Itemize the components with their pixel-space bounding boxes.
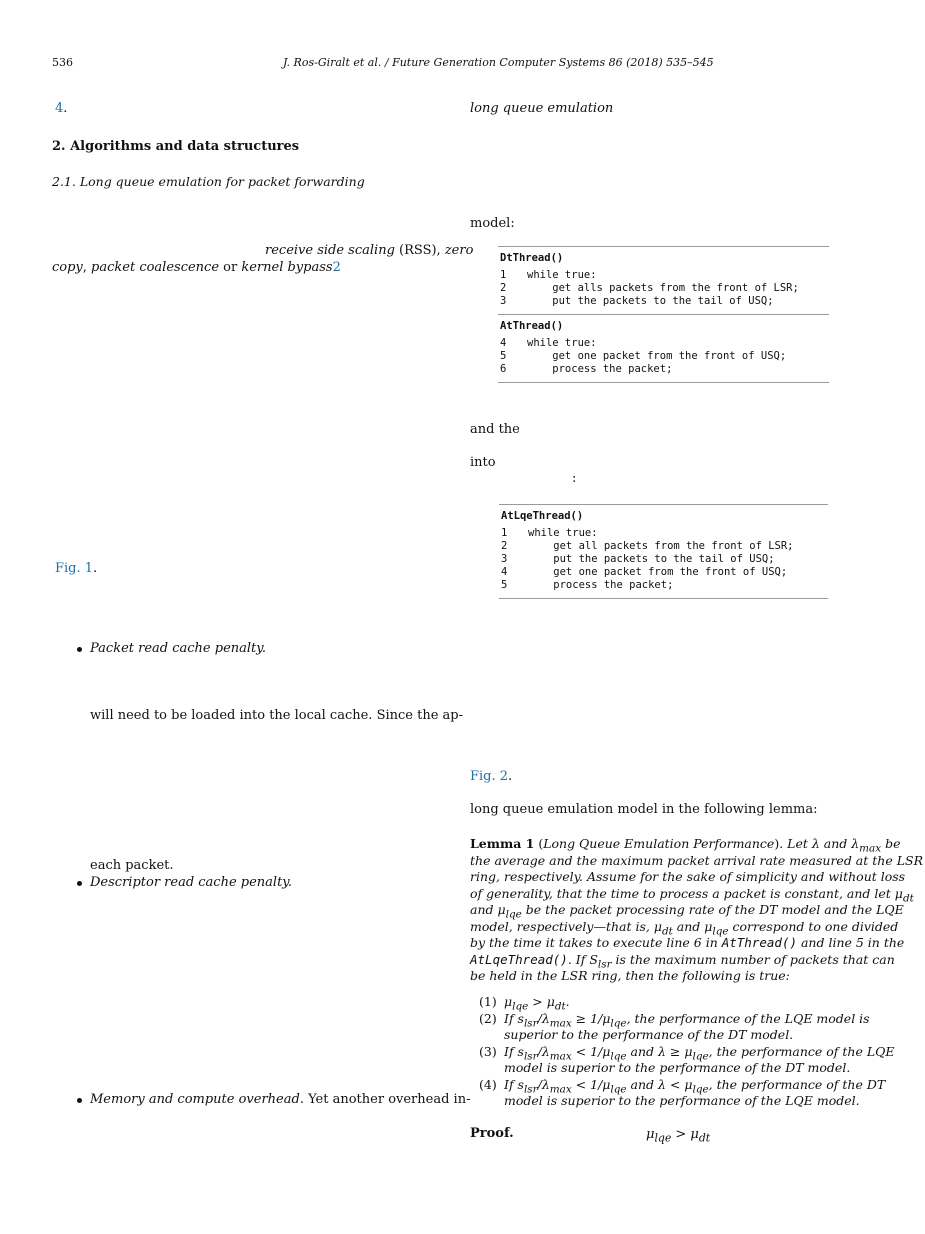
lemma-line: the average and the maximum packet arrival rate measured at the LSR <box>470 852 923 868</box>
text-segment: packet coalescence <box>91 260 220 275</box>
lemma-line: and $\mu_{lqe}$ be the packet processing rate of the DT model and the LQE <box>470 902 904 921</box>
lemma-line: by the time it takes to execute line 6 in AtThread() and line 5 in the <box>470 935 905 950</box>
each-packet-line: each packet. <box>90 858 174 873</box>
code-text: get all packets from the front of LSR; <box>528 540 794 552</box>
enum-number: (4) <box>479 1076 497 1092</box>
code-line <box>500 337 827 350</box>
code-listing-dt <box>498 246 829 383</box>
text-segment: , <box>82 260 92 275</box>
code-text: put the packets to the tail of USQ; <box>528 553 775 565</box>
enum-text: If $s_{lsr}/\lambda_{max} \ge 1/\mu_{lqe}$, the performance of the LQE model is <box>504 1010 870 1029</box>
code-line-number: 4 <box>500 337 507 349</box>
code-line <box>500 363 827 376</box>
code-line-number: 5 <box>500 350 507 362</box>
code-line-number: 4 <box>501 566 508 578</box>
bullet-packet-read: Packet read cache penalty. <box>90 641 267 656</box>
lemma-name: (Long Queue Emulation Performance) <box>534 836 780 851</box>
lemma-line: of generality, that the time to process a packet is constant, and let $\mu_{dt}$ <box>470 885 914 904</box>
code-line <box>501 527 826 540</box>
code-line <box>501 579 826 592</box>
fig2-reference <box>470 769 512 786</box>
lemma-line: ring, respectively. Assume for the sake of simplicity and without loss <box>470 869 906 884</box>
local-cache-line: will need to be loaded into the local cache. Since the ap- <box>90 708 463 723</box>
copy-line <box>52 260 341 277</box>
text-segment: kernel bypass <box>241 260 333 275</box>
bullet-memory-overhead <box>90 1092 470 1109</box>
code-text: get one packet from the front of USQ; <box>528 566 788 578</box>
code-text: process the packet; <box>528 579 674 591</box>
code-text: get alls packets from the front of LSR; <box>527 282 799 294</box>
bullet-memory-title: Memory and compute overhead. <box>90 1092 304 1107</box>
lemma-enumeration <box>470 994 895 1112</box>
section-title: 2. Algorithms and data structures <box>52 139 300 154</box>
fig2-link[interactable]: Fig. 2 <box>470 769 509 784</box>
code-line-number: 1 <box>500 269 507 281</box>
enum-number: (2) <box>479 1010 497 1026</box>
fig1-link[interactable]: Fig. 1 <box>55 561 94 576</box>
code-line-number: 5 <box>501 579 508 591</box>
lemma-line: AtLqeThread(). If $S_{lsr}$ is the maximum number of packets that can <box>470 951 895 970</box>
lemma-label: Lemma 1 <box>470 836 535 851</box>
fig1-punct: . <box>93 561 98 576</box>
enum-text: If $s_{lsr}/\lambda_{max} < 1/\mu_{lqe}$ and $\lambda < \mu_{lqe}$, the performance of the DT <box>504 1076 886 1095</box>
bullet-dot <box>77 881 82 886</box>
copy-line-text <box>52 260 333 275</box>
lemma-intro: long queue emulation model in the following lemma: <box>470 802 818 817</box>
lemma-1 <box>470 836 923 986</box>
text-segment: or <box>219 260 242 275</box>
code-line <box>501 540 826 553</box>
code-line <box>500 350 827 363</box>
enum-text: model is superior to the performance of the DT model. <box>504 1060 851 1075</box>
proof-math: $\mu_{lqe} > \mu_{dt}$ <box>646 1127 711 1145</box>
code-line <box>500 269 827 282</box>
code-text: while true: <box>527 269 597 281</box>
text-segment: copy <box>52 260 83 275</box>
code-block <box>498 314 829 382</box>
code-text: while true: <box>527 337 597 349</box>
running-header: J. Ros-Giralt et al. / Future Generation Computer Systems 86 (2018) 535–545 <box>283 56 714 69</box>
text-segment: zero <box>444 243 474 258</box>
proof-label: Proof. <box>470 1126 514 1141</box>
code-block <box>498 247 829 314</box>
code-line <box>501 553 826 566</box>
enum-text: $\mu_{lqe} > \mu_{dt}$. <box>504 994 570 1013</box>
lemma-text: . Let λ and $\lambda_{max}$ be <box>779 836 901 855</box>
code-function-name: DtThread() <box>500 252 564 264</box>
subsection-title: 2.1. Long queue emulation for packet forwarding <box>52 174 365 189</box>
enum-text: superior to the performance of the DT model. <box>504 1027 794 1042</box>
enum-number: (1) <box>479 994 497 1009</box>
lqe-heading: long queue emulation <box>470 101 614 116</box>
text-segment: receive side scaling <box>265 243 395 258</box>
bullet-descriptor-read: Descriptor read cache penalty. <box>90 875 293 890</box>
code-text: get one packet from the front of USQ; <box>527 350 787 362</box>
text-segment: (RSS), <box>394 243 445 258</box>
ref-4-link[interactable]: 4 <box>55 101 64 116</box>
code-line-number: 2 <box>501 540 508 552</box>
bullet-dot <box>77 1098 82 1103</box>
code-text: put the packets to the tail of USQ; <box>527 295 774 307</box>
code-line-number: 3 <box>501 553 508 565</box>
code-listing-lqe <box>499 504 828 599</box>
code-text: while true: <box>528 527 598 539</box>
and-the: and the <box>470 422 520 437</box>
code-line-number: 1 <box>501 527 508 539</box>
code-function-name: AtLqeThread() <box>501 510 584 522</box>
code-line <box>501 566 826 579</box>
bullet-dot <box>77 647 82 652</box>
enum-number: (3) <box>479 1043 497 1059</box>
code-block <box>499 505 828 598</box>
code-line-number: 6 <box>500 363 507 375</box>
code-line <box>500 295 827 308</box>
ref-4 <box>55 101 67 118</box>
fig1-reference <box>55 561 97 578</box>
page-number: 536 <box>52 56 73 69</box>
code-line-number: 2 <box>500 282 507 294</box>
fig2-punct: . <box>508 769 513 784</box>
footnote-2-link[interactable]: 2 <box>332 260 341 275</box>
code-line <box>500 282 827 295</box>
code-function-name: AtThread() <box>500 320 564 332</box>
enum-text: model is superior to the performance of the LQE model. <box>504 1093 860 1108</box>
lemma-line: be held in the LSR ring, then the following is true: <box>470 968 790 983</box>
ref-4-punct: . <box>63 101 68 116</box>
code-line-number: 3 <box>500 295 507 307</box>
enum-text: If $s_{lsr}/\lambda_{max} < 1/\mu_{lqe}$ and $\lambda \ge \mu_{lqe}$, the performance of the LQE <box>504 1043 895 1062</box>
colon: : <box>572 471 577 486</box>
into: into <box>470 455 496 470</box>
code-text: process the packet; <box>527 363 673 375</box>
bullet-memory-text: Yet another overhead in- <box>303 1092 471 1107</box>
model-label: model: <box>470 216 515 231</box>
rss-line <box>265 243 473 260</box>
lemma-line: model, respectively—that is, $\mu_{dt}$ and $\mu_{lqe}$ correspond to one divided <box>470 918 899 937</box>
